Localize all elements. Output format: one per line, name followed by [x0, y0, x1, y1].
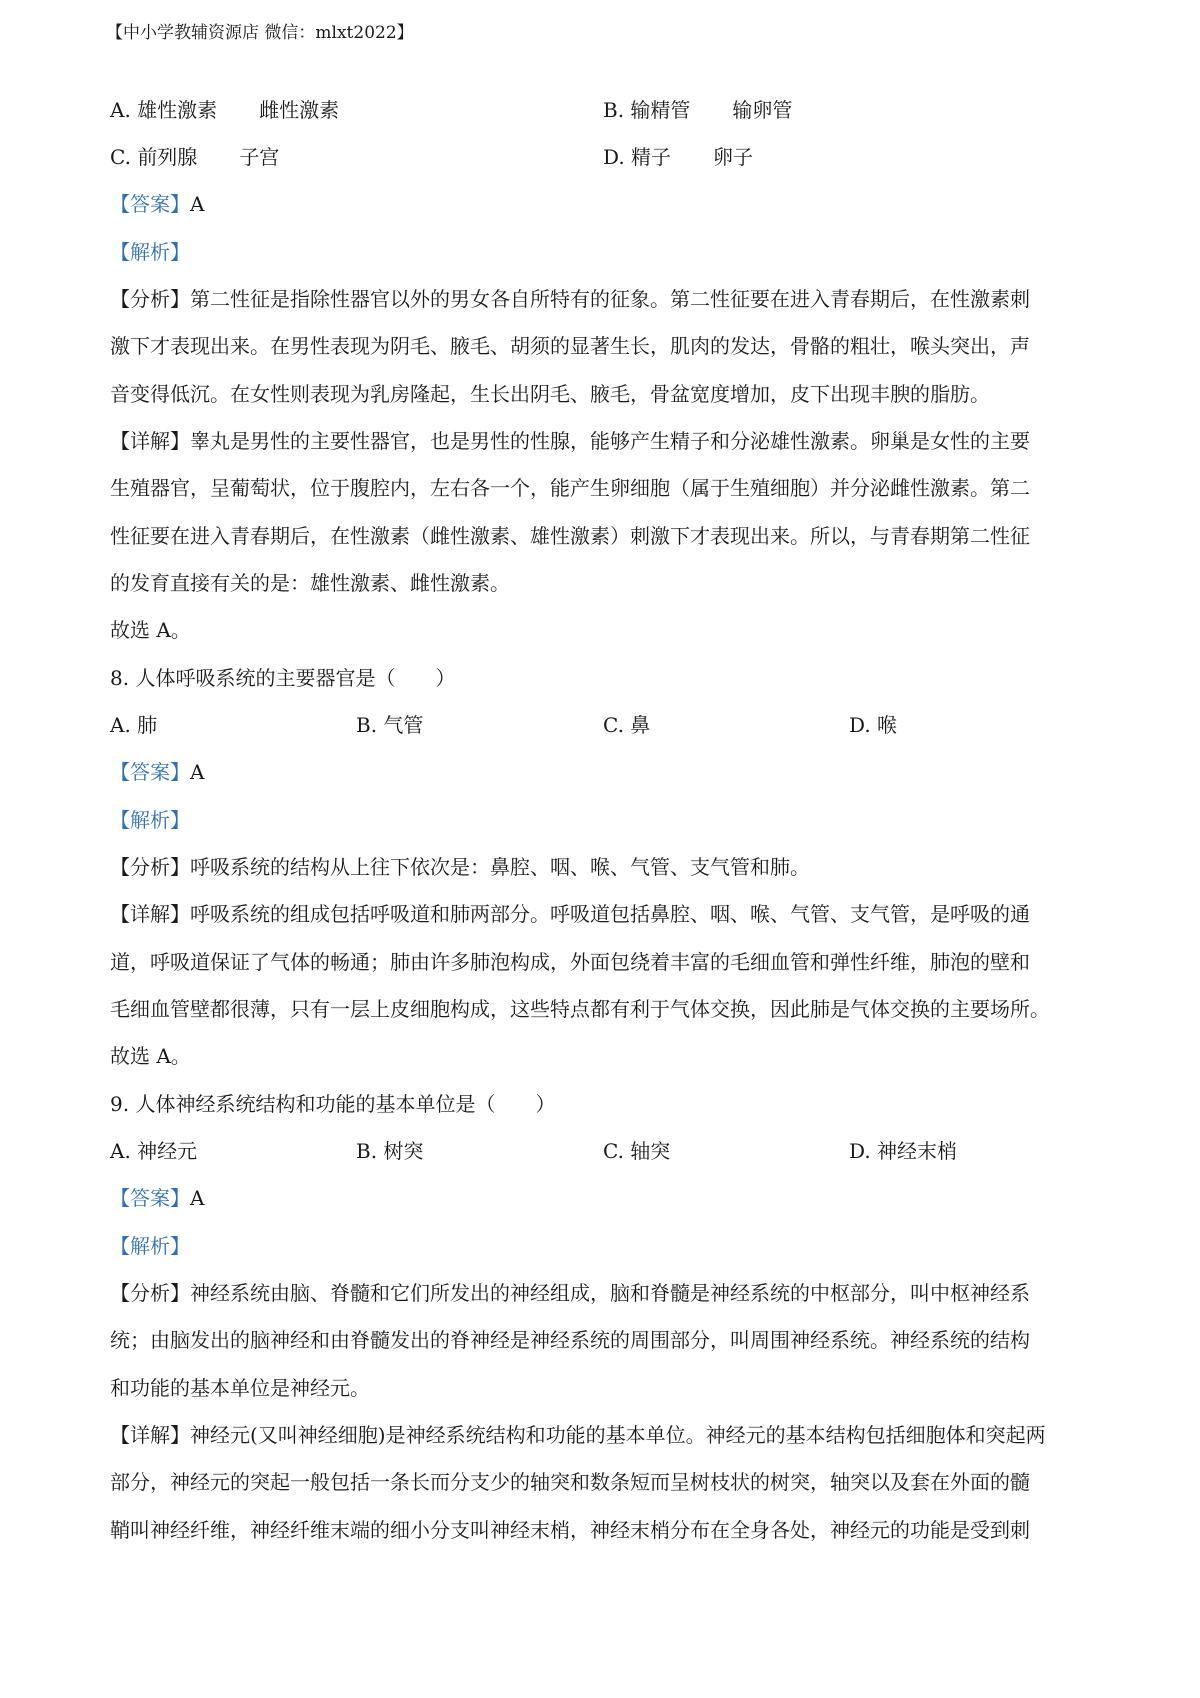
q9-option-a: A. 神经元 — [110, 1139, 198, 1163]
q8-answer: 【答案】A — [110, 760, 205, 784]
q7-option-b: B. 输精管 输卵管 — [603, 98, 793, 122]
q8-option-c: C. 鼻 — [603, 713, 651, 737]
q7-option-a: A. 雄性激素 雌性激素 — [110, 98, 340, 122]
q7-option-c: C. 前列腺 子宫 — [110, 145, 280, 169]
q9-option-c: C. 轴突 — [603, 1139, 671, 1163]
q7-analysis-line-1: 【分析】第二性征是指除性器官以外的男女各自所特有的征象。第二性征要在进入青春期后，在性激素刺 — [110, 287, 1030, 311]
q9-analysis-tag: 【解析】 — [110, 1234, 190, 1258]
q8-analysis-tag: 【解析】 — [110, 808, 190, 832]
q9-answer: 【答案】A — [110, 1186, 205, 1210]
q7-analysis-line-2: 激下才表现出来。在男性表现为阴毛、腋毛、胡须的显著生长，肌肉的发达，骨骼的粗壮，喉头突出，声 — [110, 334, 1030, 358]
q8-detail-line-2: 道，呼吸道保证了气体的畅通；肺由许多肺泡构成，外面包绕着丰富的毛细血管和弹性纤维，肺泡的壁和 — [110, 950, 1030, 974]
q8-option-b: B. 气管 — [356, 713, 424, 737]
q7-detail-line-2: 生殖器官，呈葡萄状，位于腹腔内，左右各一个，能产生卵细胞（属于生殖细胞）并分泌雌性激素。第二 — [110, 476, 1030, 500]
q8-question: 8. 人体呼吸系统的主要器官是（ ） — [110, 666, 456, 690]
q7-option-d: D. 精子 卵子 — [603, 145, 754, 169]
q8-detail-line-1: 【详解】呼吸系统的组成包括呼吸道和肺两部分。呼吸道包括鼻腔、咽、喉、气管、支气管，是呼吸的通 — [110, 902, 1030, 926]
q9-analysis-line-3: 和功能的基本单位是神经元。 — [110, 1376, 370, 1400]
q7-detail-line-4: 的发育直接有关的是：雄性激素、雌性激素。 — [110, 571, 510, 595]
q9-analysis-line-2: 统；由脑发出的脑神经和由脊髓发出的脊神经是神经系统的周围部分，叫周围神经系统。神经系统的结构 — [110, 1328, 1030, 1352]
q7-conclusion: 故选 A。 — [110, 618, 191, 642]
q8-option-d: D. 喉 — [849, 713, 898, 737]
q8-conclusion: 故选 A。 — [110, 1044, 191, 1068]
q9-detail-line-2: 部分，神经元的突起一般包括一条长而分支少的轴突和数条短而呈树枝状的树突，轴突以及套在外面的髓 — [110, 1470, 1030, 1494]
q9-analysis-line-1: 【分析】神经系统由脑、脊髓和它们所发出的神经组成，脑和脊髓是神经系统的中枢部分，叫中枢神经系 — [110, 1281, 1030, 1305]
q9-option-d: D. 神经末梢 — [849, 1139, 958, 1163]
q8-analysis: 【分析】呼吸系统的结构从上往下依次是：鼻腔、咽、喉、气管、支气管和肺。 — [110, 855, 810, 879]
q7-detail-line-1: 【详解】睾丸是男性的主要性器官，也是男性的性腺，能够产生精子和分泌雄性激素。卵巢是女性的主要 — [110, 429, 1030, 453]
q9-detail-line-3: 鞘叫神经纤维，神经纤维末端的细小分支叫神经末梢，神经末梢分布在全身各处，神经元的功能是受到刺 — [110, 1518, 1030, 1542]
q7-analysis-line-3: 音变得低沉。在女性则表现为乳房隆起，生长出阴毛、腋毛，骨盆宽度增加，皮下出现丰腴的脂肪。 — [110, 382, 990, 406]
q7-analysis-tag: 【解析】 — [110, 240, 190, 264]
q9-detail-line-1: 【详解】神经元(又叫神经细胞)是神经系统结构和功能的基本单位。神经元的基本结构包括细胞体和突起两 — [110, 1423, 1046, 1447]
page-header: 【中小学教辅资源店 微信：mlxt2022】 — [106, 23, 414, 43]
q7-answer: 【答案】A — [110, 192, 205, 216]
q7-detail-line-3: 性征要在进入青春期后，在性激素（雌性激素、雄性激素）刺激下才表现出来。所以，与青春期第二性征 — [110, 524, 1030, 548]
q9-question: 9. 人体神经系统结构和功能的基本单位是（ ） — [110, 1092, 556, 1116]
q8-detail-line-3: 毛细血管壁都很薄，只有一层上皮细胞构成，这些特点都有利于气体交换，因此肺是气体交换的主要场所。 — [110, 997, 1050, 1021]
q9-option-b: B. 树突 — [356, 1139, 424, 1163]
q8-option-a: A. 肺 — [110, 713, 158, 737]
